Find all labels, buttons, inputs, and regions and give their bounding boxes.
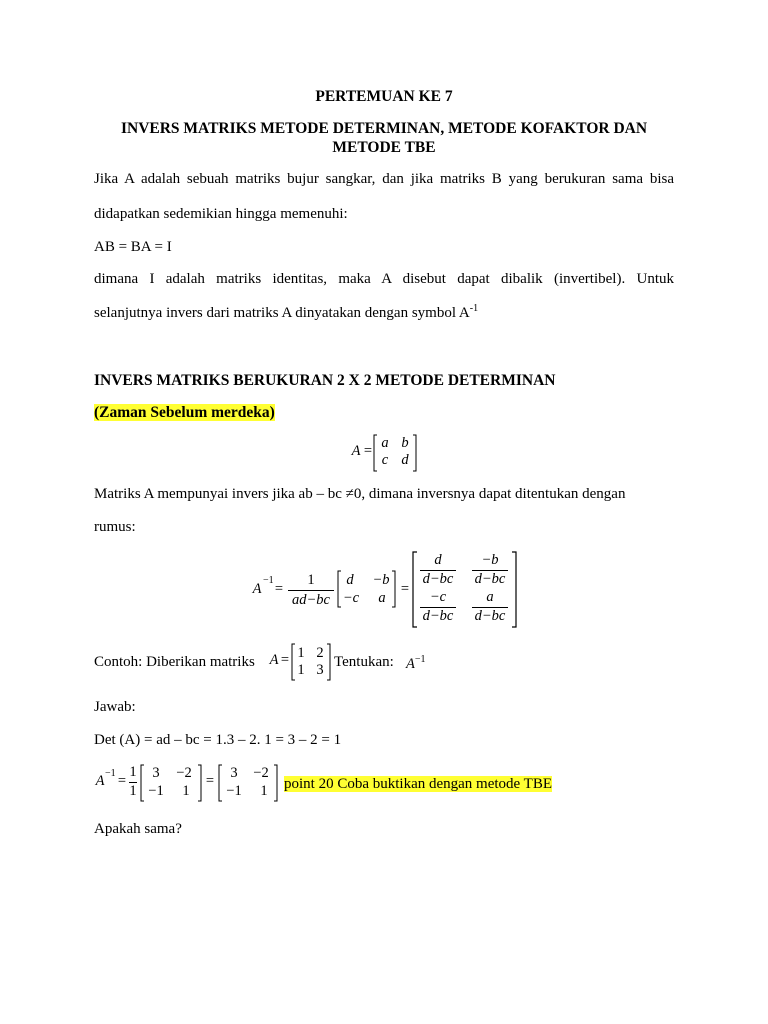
determinant-line: Det (A) = ad – bc = 1.3 – 2. 1 = 3 – 2 = 1 — [94, 732, 342, 748]
adjoint-cell: a — [378, 590, 386, 606]
result-num: a — [486, 589, 494, 605]
example-task-symbol-wrap — [406, 656, 426, 673]
result-den: d−bc — [422, 571, 454, 587]
paragraph-3-line2: rumus: — [94, 519, 136, 535]
matrix-A-cell: b — [401, 435, 409, 451]
paragraph-1-line1: Jika A adalah sebuah matriks bujur sangkar, dan jika matriks B yang berukuran sama bisa — [94, 171, 674, 187]
page-heading: PERTEMUAN KE 7 — [315, 88, 453, 105]
inverse-superscript: -1 — [469, 303, 479, 314]
matrix-A-cell: c — [381, 452, 389, 468]
paragraph-1-line2: didapatkan sedemikian hingga memenuhi: — [94, 206, 348, 222]
result-den: d−bc — [474, 608, 506, 624]
matrix-A-definition — [350, 434, 420, 472]
equals-sign: = — [274, 581, 284, 597]
equals-sign: = — [400, 581, 410, 597]
identity-equation: AB = BA = I — [94, 239, 172, 255]
result-lhs: A — [95, 773, 105, 789]
paragraph-2-line1: dimana I adalah matriks identitas, maka A disebut dapat dibalik (invertibel). Untuk — [94, 271, 674, 287]
example-task: Tentukan: — [334, 654, 394, 670]
matrix-A-label: A — [351, 443, 361, 459]
result-den: d−bc — [474, 571, 506, 587]
example-matrix-cell: 3 — [316, 662, 324, 678]
paragraph-2-text: selanjutnya invers dari matriks A dinyatakan dengan symbol A — [94, 305, 470, 321]
example-matrix-cell: 1 — [297, 645, 305, 661]
result-m2-cell: −1 — [226, 783, 242, 799]
example-matrix-label: A — [269, 652, 279, 668]
inverse-formula — [250, 550, 520, 630]
result-m2-cell: −2 — [253, 765, 269, 781]
result-m2-cell: 3 — [230, 765, 238, 781]
result-m1-cell: 3 — [152, 765, 160, 781]
result-num: d — [434, 552, 442, 568]
result-note-wrap — [284, 776, 552, 793]
formula-frac-den: ad−bc — [292, 592, 330, 608]
result-m1-cell: −1 — [148, 783, 164, 799]
result-frac-num: 1 — [129, 764, 137, 780]
matrix-A-cell: d — [401, 452, 409, 468]
closing-question: Apakah sama? — [94, 821, 182, 837]
adjoint-cell: −b — [372, 572, 390, 588]
equals-sign: = — [205, 773, 215, 789]
example-label: Contoh: Diberikan matriks — [94, 654, 255, 670]
result-m2-cell: 1 — [260, 783, 268, 799]
example-task-sup: −1 — [414, 654, 426, 666]
result-note: point 20 Coba buktikan dengan metode TBE — [284, 776, 553, 792]
result-m1-cell: −2 — [176, 765, 192, 781]
result-m1-cell: 1 — [182, 783, 190, 799]
adjoint-cell: d — [346, 572, 354, 588]
adjoint-cell: −c — [342, 590, 360, 606]
result-formula — [94, 764, 284, 802]
result-num: −c — [429, 589, 447, 605]
result-den: d−bc — [422, 608, 454, 624]
formula-lhs: A — [252, 581, 262, 597]
equals-sign: = — [117, 773, 127, 789]
equals-sign: = — [280, 652, 290, 668]
formula-frac-num: 1 — [307, 572, 315, 588]
section-note: (Zaman Sebelum merdeka) — [94, 404, 275, 421]
result-lhs-sup: −1 — [105, 768, 116, 779]
result-num: −b — [481, 552, 499, 568]
paragraph-3-line1: Matriks A mempunyai invers jika ab – bc ≠0, dimana inversnya dapat ditentukan dengan — [94, 486, 626, 502]
result-frac-den: 1 — [129, 783, 137, 799]
example-matrix-cell: 2 — [316, 645, 324, 661]
page-subheading-line1: INVERS MATRIKS METODE DETERMINAN, METODE KOFAKTOR DAN — [120, 120, 648, 137]
equals-sign: = — [363, 443, 373, 459]
answer-label: Jawab: — [94, 699, 136, 715]
example-task-symbol: A — [406, 656, 415, 672]
section-title: INVERS MATRIKS BERUKURAN 2 X 2 METODE DETERMINAN — [94, 372, 556, 389]
paragraph-2-line2 — [94, 305, 478, 322]
matrix-A-cell: a — [381, 435, 389, 451]
section-note-wrap — [94, 404, 275, 422]
page-subheading-line2: METODE TBE — [332, 139, 436, 156]
formula-lhs-sup: −1 — [263, 575, 274, 586]
example-matrix — [268, 643, 334, 681]
example-matrix-cell: 1 — [297, 662, 305, 678]
